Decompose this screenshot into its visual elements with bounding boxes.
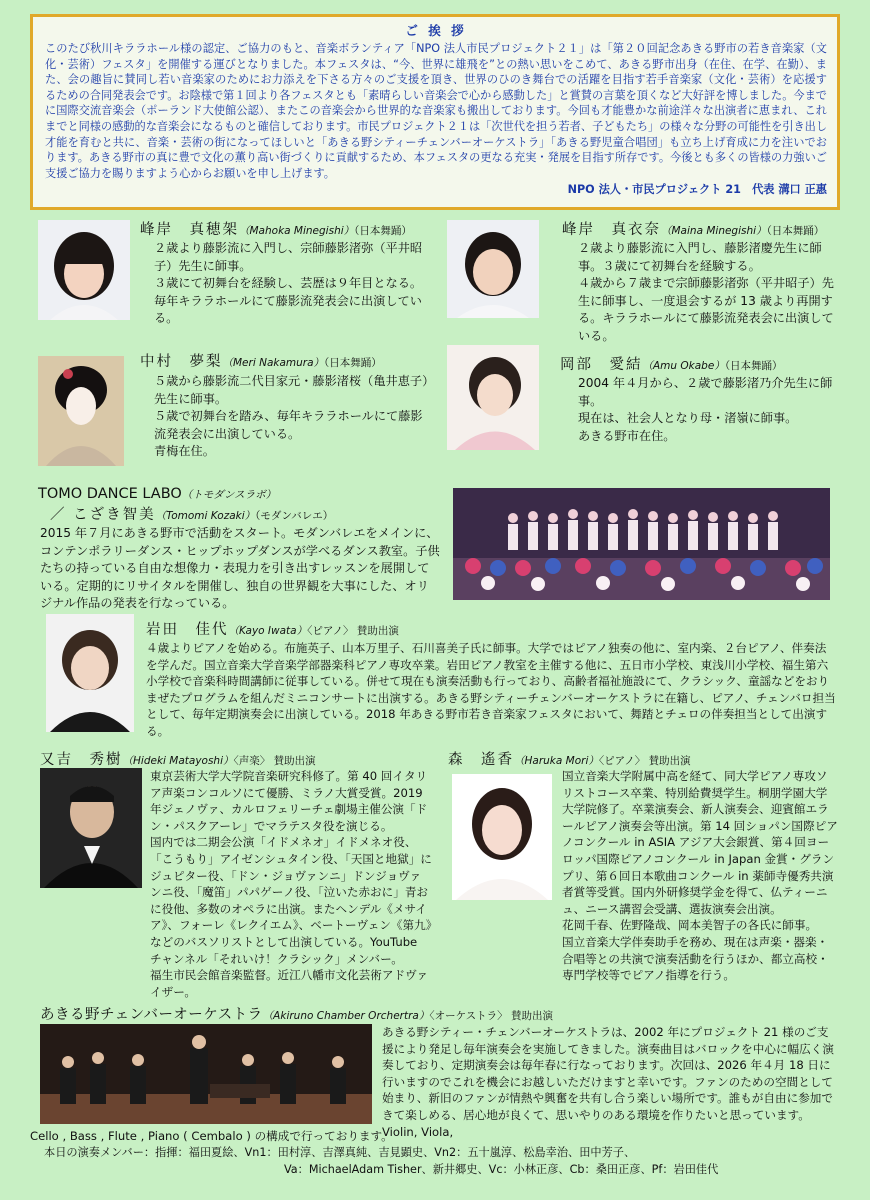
- bio-line: あきる野シティー・チェンバーオーケストラは、2002 年にプロジェクト 21 様のご支援により発足し毎年演奏会を実施してきました。演奏曲目はバロックを中心に幅広く演奏しており、定期演奏会は毎年春に行なっております。次回は、2026 年４月 18 日に行いますのでこれを機会にお越しいただけますと幸いです。ファンのための空間として始まり、新旧のファンが情熱や興奮を共有し合う楽しい場所です。誰もが自由に参加できて楽しめる、居心地が良くて、思いやりのある環境を作りたいと思っています。Violin, Viola,: [382, 1025, 834, 1139]
- kayo-roman: （Kayo Iwata）: [228, 625, 308, 637]
- kayo-name-line: [146, 618, 399, 639]
- tomo-name2-line: [50, 503, 333, 524]
- mahoka-name-line: [140, 218, 412, 239]
- meri-name-line: [140, 350, 382, 371]
- amu-genre: （日本舞踊）: [724, 360, 783, 372]
- tomo-name2: ／ こざき智美: [50, 507, 156, 523]
- haruka-roman: （Haruka Mori）: [514, 755, 599, 767]
- bio-line: ４歳よりピアノを始める。布施英子、山本万里子、石川喜美子氏に師事。大学ではピアノ独奏の他に、室内楽、２台ピアノ、伴奏法を学んだ。国立音楽大学音楽学部器楽科ピアノ専攻卒業。岩田ピアノ教室を主催する他に、五日市小学校、東浅川小学校、福生第六小学校で音楽科時間講師に従事している。併せて現在も演奏活動も行っており、高齢者福祉施設にて、クラシック、童謡などをおりまぜたプログラムを組んだミニコンサートに出演する。あきる野シティーチェンバーオーケストラに在籍し、ピアノ、チェンバロ担当として、毎年定期演奏会に出演している。2018 年あきる野市若き音楽家フェスタにおいて、舞踏とチェロの伴奏担当として出演する。: [146, 641, 836, 738]
- bio-line: 現在は、社会人となり母・渚嶺に師事。: [578, 411, 798, 426]
- orchestra-bio: [382, 1024, 838, 1140]
- amu-bio: [578, 375, 840, 445]
- bio-line: 国内では二期会公演「イドメネオ」イドメネオ役、「こうもり」アイゼンシュタイン役、「天国と地獄」にジュピター役、「ドン・ジョヴァンニ」ドンジョヴァンニ役、「魔笛」パパゲーノ役、「泣いた赤おに」青おに役他、多数のオペラに出演。またヘンデル《メサイア》、フォーレ《レクイエム》、ベートーヴェン《第九》などのバスソリストとして出演している。YouTube チャンネル「それいけ！クラシック」メンバー。: [150, 835, 432, 966]
- bio-line: 花岡千春、佐野隆哉、岡本美智子の各氏に師事。: [562, 918, 818, 933]
- amu-photo: [447, 345, 539, 450]
- members-line: Va：MichaelAdam Tisher、新井郷史、Vc：小林正彦、Cb：桑田正彦、Pf：岩田佳代: [284, 1162, 719, 1176]
- meri-bio: [154, 373, 432, 461]
- meri-roman: （Meri Nakamura）: [222, 357, 325, 369]
- orchestra-photo: [40, 1024, 372, 1124]
- haruka-genre: 〈ピアノ〉 賛助出演: [598, 755, 691, 767]
- bio-line: 国立音楽大学伴奏助手を務め、現在は声楽・器楽・合唱等との共演で演奏活動を行うほか、都立高校・専門学校等でピアノ指導を行う。: [562, 934, 829, 983]
- hideki-name: 又吉 秀樹: [40, 752, 123, 768]
- bio-line: ４歳から７歳まで宗師藤影渚弥（平井昭子）先生に師事し、一度退会するが 13 歳より再開する。キララホールにて藤影流発表会に出演している。: [578, 276, 834, 343]
- maina-photo: [447, 220, 539, 318]
- amu-roman: （Amu Okabe）: [642, 360, 725, 372]
- bio-line: ２歳より藤影流に入門し、藤影渚慶先生に師事。３歳にて初舞台を経験する。: [578, 241, 822, 273]
- meri-genre: （日本舞踊）: [324, 357, 382, 369]
- tomo-roman: （トモダンスラボ）: [181, 489, 277, 501]
- orchestra-name: あきる野チェンバーオーケストラ: [40, 1007, 263, 1023]
- tomo-roman2: （Tomomi Kozaki）: [155, 510, 256, 522]
- kayo-photo: [46, 614, 134, 732]
- hideki-roman: （Hideki Matayoshi）: [122, 755, 234, 767]
- mahoka-bio: [154, 240, 424, 328]
- tomo-name: TOMO DANCE LABO: [38, 486, 182, 502]
- bio-line: 福生市民会館音楽監督。近江八幡市文化芸術アドヴァイザー。: [150, 968, 429, 999]
- haruka-name-line: [448, 748, 691, 769]
- greeting-body: このたび秋川キララホール様の認定、ご協力のもと、音楽ボランティア「NPO 法人市民プロジェクト２１」は「第２０回記念あきる野市の若き音楽家（文化・芸術）フェスタ」を開催する運びとなりました。本フェスタは、“今、世界に雄飛を”との熱い思いをこめて、あきる野市出身（在住、在学、在勤）、また、会の趣旨に賛同し若い音楽家のためにお力添えを下さる方々のご支援を頂き、世界のひのき舞台での活躍を目指す若手音楽家（文化・芸術）を応援するための合同発表会です。お陰様で第１回より各フェスタとも「素晴らしい音楽会で心から感動した」と賞賛の言葉を頂くなど大好評を博しました。今までに国際交流音楽会（ポーランド大使館公認）、またこの音楽会から世界的な音楽家も搬出しております。今回も才能豊かな前途洋々な出演者に恵まれ、これまでと同様の感動的な音楽会になるものと確信しております。市民プロジェクト２１は「次世代を担う若者、子どもたち」の様々な分野の可能性を引き出し才能を育むと共に、音楽・芸術の街になってほしいと「あきる野シティーチェンバーオーケストラ」「あきる野児童合唱団」も立ち上げ育成に力を注いでおります。あきる野市の真に豊で文化の薫り高い街づくりに貢献するため、本フェスタの更なる充実・発展を目指す所存です。今後とも多くの皆様の力強いご支援ご協力を賜りますよう心からお願いを申し上げます。: [45, 42, 828, 180]
- mahoka-roman: （Mahoka Minegishi）: [239, 225, 355, 237]
- amu-name-line: [560, 353, 783, 374]
- hideki-bio: [150, 768, 432, 1000]
- mahoka-photo: [38, 220, 130, 320]
- orchestra-roman: （Akiruno Chamber Orchertra）: [262, 1010, 430, 1022]
- meri-photo: [38, 356, 124, 466]
- tomo-bio: [40, 525, 440, 613]
- hideki-name-line: [40, 748, 316, 769]
- orchestra-members: [44, 1145, 844, 1178]
- haruka-name: 森 遙香: [448, 752, 514, 768]
- maina-genre: （日本舞踊）: [766, 225, 825, 237]
- mahoka-genre: （日本舞踊）: [354, 225, 412, 237]
- bio-line: ２歳より藤影流に入門し、宗師藤影渚弥（平井昭子）先生に師事。: [154, 241, 423, 273]
- bio-line: 2004 年４月から、２歳で藤影渚乃介先生に師事。: [578, 376, 833, 408]
- mahoka-name: 峰岸 真穂架: [140, 222, 239, 238]
- greeting-box: [30, 14, 840, 210]
- dance-group-photo: [453, 488, 830, 600]
- maina-roman: （Maina Minegishi）: [661, 225, 767, 237]
- bio-line: 2015 年７月にあきる野市で活動をスタート。モダンバレエをメインに、コンテンポラリーダンス・ヒップホップダンスが学べるダンス教室。子供たちの持っている自由な想像力・表現力を引き出すレッスンを展開している。定期的にリサイタルを開催し、独自の世界観を大事にした、オリジナル作品の発表を行なっている。: [40, 526, 440, 611]
- haruka-photo: [452, 774, 552, 900]
- bio-line: Cello , Bass , Flute , Piano ( Cembalo ) の構成で行っております。: [30, 1129, 393, 1143]
- bio-line: 東京芸術大学大学院音楽研究科修了。第 40 回イタリア声楽コンコルソにて優勝、ミラノ大賞受賞。2019 年ジェノヴァ、カルロフェリーチェ劇場主催公演「ドン・パスクアーレ」でマラテスタ役を演じる。: [150, 769, 428, 833]
- bio-line: ５歳で初舞台を踏み、毎年キララホールにて藤影流発表会に出演している。: [154, 409, 423, 441]
- greeting-title: ご 挨 拶: [405, 23, 467, 38]
- maina-name-line: [562, 218, 824, 239]
- bio-line: 国立音楽大学附属中高を経て、同大学ピアノ専攻ソリストコース卒業、特別給費奨学生。桐朋学園大学大学院修了。卒業演奏会、新人演奏会、迎賓館エラールピアノ演奏会等出演。第 14 回ショパン国際ピアノコンクール in ASIA アジア大会銀賞、第４回ヨーロッパ国際ピアノコンクール in Japan 金賞・グランプリ、第６回日本歌曲コンクール in 薬師寺優秀共演者賞等受賞。国内外研修奨学金を得て、仏ティーニュ、ニース講習会受講、選抜演奏会出演。: [562, 769, 838, 916]
- tomo-genre: （モダンバレエ）: [255, 510, 334, 522]
- orchestra-name-line: [40, 1003, 553, 1024]
- orchestra-genre: 〈オーケストラ〉 賛助出演: [429, 1010, 554, 1022]
- hideki-photo: [40, 768, 142, 888]
- bio-line: ３歳にて初舞台を経験し、芸歴は９年目となる。: [154, 276, 423, 291]
- hideki-genre: 〈声楽〉 賛助出演: [233, 755, 316, 767]
- bio-line: ５歳から藤影流二代目家元・藤影渚桜（亀井恵子）先生に師事。: [154, 374, 429, 406]
- maina-bio: [578, 240, 840, 346]
- tomo-name-line: [38, 486, 276, 502]
- kayo-name: 岩田 佳代: [146, 622, 229, 638]
- members-line: 本日の演奏メンバー：指揮：福田夏絵、Vn1：田村淳、吉澤真純、吉見顕史、Vn2：五十嵐淳、松島幸治、田中芳子、: [44, 1146, 636, 1159]
- amu-name: 岡部 愛結: [560, 357, 643, 373]
- maina-name: 峰岸 真衣奈: [562, 222, 661, 238]
- kayo-bio: [146, 640, 836, 740]
- bio-line: 青梅在住。: [154, 444, 215, 459]
- meri-name: 中村 夢梨: [140, 354, 223, 370]
- bio-line: 毎年キララホールにて藤影流発表会に出演している。: [154, 293, 422, 326]
- kayo-genre: 〈ピアノ〉 賛助出演: [307, 625, 399, 637]
- haruka-bio: [562, 768, 838, 984]
- bio-line: あきる野市在住。: [578, 428, 676, 443]
- greeting-signature: NPO 法人・市民プロジェクト 21 代表 溝口 正惠: [567, 183, 827, 197]
- orchestra-bio-cont: [30, 1128, 840, 1145]
